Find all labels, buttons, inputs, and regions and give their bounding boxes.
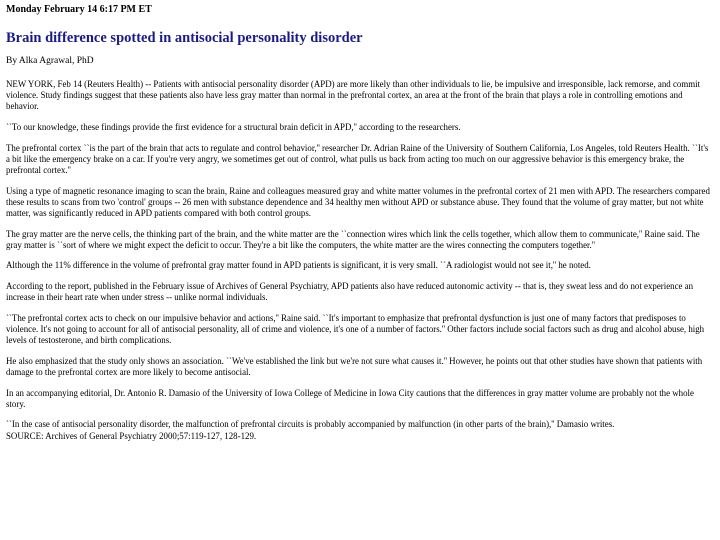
- article-paragraph: He also emphasized that the study only shows an association. ``We've established the link but we're not sure what causes it.'' However, he points out that other studies have shown that patients with damage to the prefrontal cortex are more likely to become antisocial.: [6, 355, 703, 377]
- article-paragraph: Although the 11% difference in the volume of prefrontal gray matter found in APD patients is significant, it is very small. ``A radiologist would not see it,'' he noted.: [6, 260, 591, 271]
- article-paragraph: In an accompanying editorial, Dr. Antonio R. Damasio of the University of Iowa College of Medicine in Iowa City cautions that the differences in gray matter volume are probably not the whole story.: [6, 387, 694, 409]
- headline: Brain difference spotted in antisocial personality disorder: [6, 30, 363, 46]
- article-paragraph: ``In the case of antisocial personality disorder, the malfunction of prefrontal circuits is probably accompanied by malfunction (in other parts of the brain),'' Damasio writes.: [6, 419, 615, 430]
- article-paragraph: Using a type of magnetic resonance imaging to scan the brain, Raine and colleagues measured gray and white matter volumes in the prefrontal cortex of 21 men with APD. The researchers compared these results to scans from two 'control' groups -- 26 men with substance dependence and 34 healthy men without APD or substance abuse. They found that the volume of gray matter, but not white matter, was significantly reduced in APD patients compared with both control groups.: [6, 185, 710, 218]
- article-paragraph: According to the report, published in the February issue of Archives of General Psychiatry, APD patients also have reduced autonomic activity -- that is, they sweat less and do not experience an increase in their heart rate when under stress -- unlike normal individuals.: [6, 280, 694, 303]
- byline: By Alka Agrawal, PhD: [6, 56, 94, 66]
- article-paragraph: ``The prefrontal cortex acts to check on our impulsive behavior and actions,'' Raine said. ``It's important to emphasize that prefrontal dysfunction is just one of many factors that predisposes to violence. It's not going to account for all of antisocial personality, all of crime and violence, it's one of a number of factors.'' Other factors include social factors such as drug and alcohol abuse, high levels of testosterone, and birth complications.: [6, 312, 705, 346]
- article-paragraph: The prefrontal cortex ``is the part of the brain that acts to regulate and control behavior,'' researcher Dr. Adrian Raine of the University of Southern California, Los Angeles, told Reuters Health. ``It's a bit like the emergency brake on a car. If you're very angry, we sometimes get out of control, what pulls us back from acting too much on our aggressive behavior is this emergency brake, the prefrontal cortex.'': [6, 142, 709, 175]
- dateline: Monday February 14 6:17 PM ET: [6, 4, 152, 15]
- source-citation: SOURCE: Archives of General Psychiatry 2000;57:119-127, 128-129.: [6, 430, 257, 441]
- article-paragraph: NEW YORK, Feb 14 (Reuters Health) -- Patients with antisocial personality disorder (APD) are more likely than other individuals to lie, be impulsive and irresponsible, lack remorse, and commit violence. Study findings suggest that these patients also have less gray matter than normal in the prefrontal cortex, an area at the front of the brain that plays a role in controlling emotions and behavior.: [6, 79, 701, 112]
- article-paragraph: ``To our knowledge, these findings provide the first evidence for a structural brain deficit in APD,'' according to the researchers.: [6, 122, 461, 132]
- article-paragraph: The gray matter are the nerve cells, the thinking part of the brain, and the white matter are the ``connection wires which link the cells together, which allow them to communicate,'' Raine said. The gray matter is ``sort of where we might expect the deficit to occur. They're a bit like the computers, the white matter are the wires connecting the computers together.'': [6, 228, 700, 250]
